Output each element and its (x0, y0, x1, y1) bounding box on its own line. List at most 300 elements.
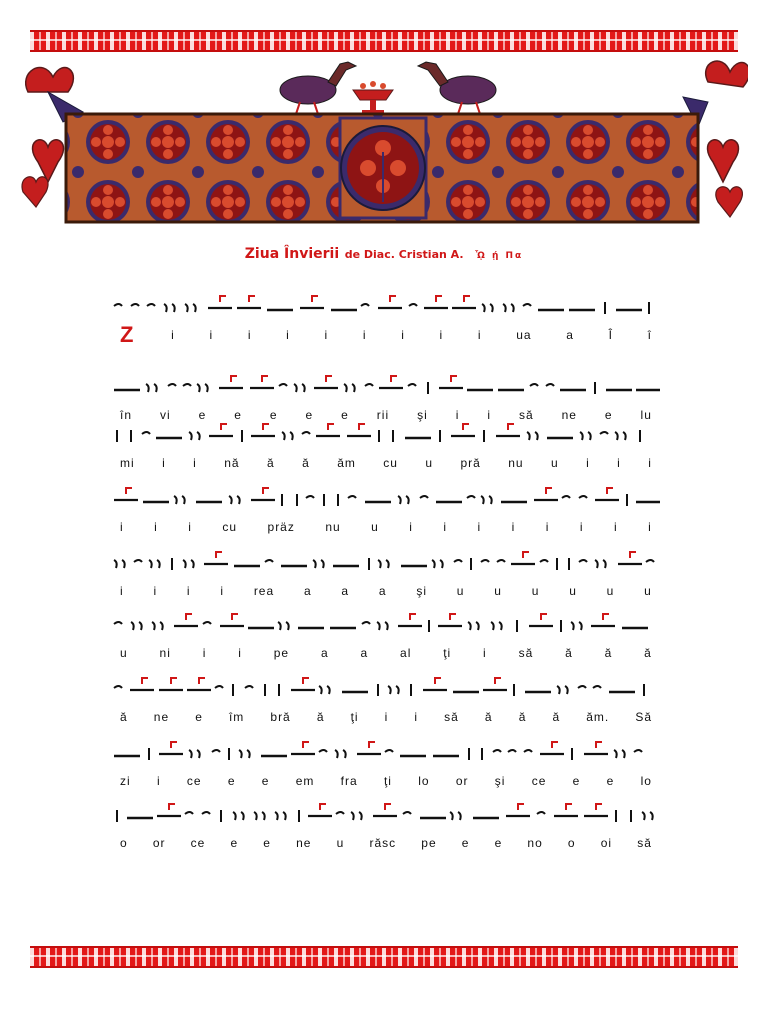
author: de Diac. Cristian A. (344, 248, 464, 261)
lyric-syllable: vi (159, 408, 171, 422)
drop-initial: Z (120, 322, 135, 347)
lyric-syllable: i (186, 584, 191, 598)
neume-glyph (409, 304, 417, 306)
neume-glyph (554, 804, 578, 816)
lyric-syllable: i (401, 328, 405, 342)
lyric-syllable: e (263, 836, 271, 850)
neume-glyph (452, 296, 476, 308)
lyric-syllable: i (193, 456, 197, 470)
lyric-syllable: e (341, 408, 349, 422)
lyric-syllable: oi (600, 836, 613, 850)
neume-row (108, 798, 660, 832)
neume-glyph (114, 622, 122, 624)
lyric-syllable: i (247, 328, 252, 342)
neume-glyph (152, 622, 163, 630)
lyric-syllable: a (378, 584, 387, 598)
neume-glyph (134, 560, 142, 562)
neume-glyph (251, 488, 275, 500)
neume-glyph (481, 496, 492, 504)
neume-glyph (614, 750, 625, 758)
neume-glyph (506, 804, 530, 816)
lyric-syllable: i (153, 584, 158, 598)
lyric-syllable: or (455, 774, 469, 788)
lyric-syllable: a (320, 646, 329, 660)
lyric-row (108, 582, 660, 600)
neume-glyph (142, 432, 150, 434)
lyric-syllable: e (227, 774, 236, 788)
neume-row (108, 418, 660, 452)
lyric-syllable: să (637, 836, 652, 850)
neume-glyph (114, 560, 125, 568)
neume-glyph (319, 750, 327, 752)
neume-glyph (493, 750, 501, 752)
neume-glyph (584, 742, 608, 754)
neume-glyph (114, 304, 122, 306)
neume-glyph (378, 296, 402, 308)
neume-glyph (595, 560, 606, 568)
lyric-syllable: i (614, 520, 618, 534)
neume-glyph (540, 560, 548, 562)
neume-row (108, 672, 660, 706)
neume-glyph (593, 686, 601, 688)
lyric-syllable: şi (416, 584, 428, 598)
neume-glyph (527, 432, 538, 440)
neume-glyph (534, 488, 558, 500)
neume-glyph (537, 812, 545, 814)
lyric-row (108, 644, 660, 662)
lyric-syllable: i (162, 456, 166, 470)
neume-glyph (208, 296, 232, 308)
neume-glyph (524, 750, 532, 752)
lyric-syllable: nu (325, 520, 341, 534)
lyric-syllable: pră (460, 456, 481, 470)
lyric-syllable: rii (376, 408, 390, 422)
neume-glyph (300, 296, 324, 308)
neume-glyph (146, 384, 157, 392)
neume-glyph (454, 560, 462, 562)
neume-glyph (187, 678, 211, 690)
neume-glyph (159, 742, 183, 754)
neume-glyph (508, 750, 516, 752)
lyric-row (108, 322, 660, 347)
neume-glyph (451, 424, 475, 436)
neume-glyph (571, 622, 582, 630)
lyric-syllable: i (443, 520, 448, 534)
neume-glyph (600, 432, 608, 434)
lyric-syllable: ce (190, 836, 206, 850)
neume-glyph (131, 622, 142, 630)
lyric-syllable: u (456, 584, 465, 598)
chant-line (108, 482, 660, 542)
lyric-syllable: ţi (383, 774, 392, 788)
chant-line (108, 418, 660, 478)
lyric-syllable: în (120, 408, 133, 422)
lyric-syllable: ăm. (586, 710, 610, 724)
lyric-syllable: ce (186, 774, 202, 788)
lyric-syllable: ne (561, 408, 577, 422)
neume-glyph (189, 750, 200, 758)
neume-glyph (408, 384, 416, 386)
lyric-syllable: e (461, 836, 470, 850)
neume-glyph (149, 560, 160, 568)
neume-glyph (634, 750, 642, 752)
lyric-syllable: nu (508, 456, 524, 470)
lyric-syllable: pe (421, 836, 437, 850)
lyric-syllable: i (477, 328, 482, 342)
neume-glyph (197, 384, 208, 392)
lyric-syllable: ăm (337, 456, 356, 470)
lyric-syllable: e (230, 836, 239, 850)
neume-glyph (450, 812, 461, 820)
lyric-syllable: i (414, 710, 419, 724)
title: Ziua Învierii (244, 246, 340, 262)
neume-glyph (114, 686, 122, 688)
neume-glyph (147, 304, 155, 306)
neume-glyph (388, 686, 399, 694)
lyric-syllable: rea (253, 584, 275, 598)
neume-glyph (291, 678, 315, 690)
lyric-syllable: u (336, 836, 345, 850)
neume-glyph (423, 678, 447, 690)
neume-glyph (130, 678, 154, 690)
lyric-syllable: i (483, 646, 487, 660)
neume-glyph (491, 622, 502, 630)
neume-row (108, 608, 660, 642)
neume-glyph (618, 552, 642, 564)
neume-glyph (251, 424, 275, 436)
neume-glyph (313, 560, 324, 568)
lyric-syllable: e (305, 408, 314, 422)
neume-glyph (584, 804, 608, 816)
lyric-syllable: ă (552, 710, 561, 724)
neume-glyph (185, 812, 193, 814)
neume-glyph (467, 496, 475, 498)
neume-row (108, 546, 660, 580)
neume-glyph (398, 496, 409, 504)
lyric-syllable: să (444, 710, 459, 724)
lyric-syllable: să (518, 408, 534, 422)
lyric-syllable: îm (228, 710, 245, 724)
lyric-syllable: ce (531, 774, 547, 788)
lyric-syllable: u (569, 584, 577, 598)
lyric-syllable: ă (604, 646, 613, 660)
lyric-syllable: i (648, 456, 652, 470)
bird-icon (280, 62, 356, 114)
neume-glyph (377, 622, 388, 630)
neume-glyph (131, 304, 139, 306)
neume-glyph (220, 614, 244, 626)
lyric-syllable: i (120, 520, 124, 534)
neume-glyph (204, 552, 228, 564)
lyric-syllable: şi (417, 408, 428, 422)
neume-glyph (503, 304, 514, 312)
lyric-syllable: em (295, 774, 315, 788)
chant-line (108, 736, 660, 796)
lyric-syllable: a (566, 328, 574, 342)
neume-glyph (157, 804, 181, 816)
lyric-syllable: lu (640, 408, 652, 422)
lyric-syllable: bră (270, 710, 291, 724)
lyric-syllable: lo (418, 774, 430, 788)
neume-glyph (497, 560, 505, 562)
lyric-syllable: fra (340, 774, 358, 788)
neume-glyph (291, 742, 315, 754)
lyric-syllable: ne (296, 836, 312, 850)
neume-glyph (237, 296, 261, 308)
neume-glyph (183, 560, 194, 568)
neume-glyph (579, 560, 587, 562)
neume-glyph (335, 750, 346, 758)
neume-glyph (254, 812, 265, 820)
lyric-syllable: ă (302, 456, 310, 470)
lyric-syllable: no (527, 836, 543, 850)
chant-line (108, 546, 660, 606)
lyric-syllable: e (606, 774, 615, 788)
neume-glyph (314, 376, 338, 388)
lyric-syllable: e (198, 408, 207, 422)
neume-glyph (282, 432, 293, 440)
lyric-syllable: u (120, 646, 128, 660)
lyric-syllable: nă (224, 456, 240, 470)
neume-glyph (351, 812, 362, 820)
lyric-syllable: ni (159, 646, 171, 660)
illuminated-headpiece (18, 52, 748, 237)
lyric-syllable: ă (316, 710, 325, 724)
neume-glyph (496, 424, 520, 436)
neume-glyph (595, 488, 619, 500)
neume-glyph (319, 686, 330, 694)
neume-glyph (579, 496, 587, 498)
neume-glyph (591, 614, 615, 626)
lyric-syllable: al (400, 646, 412, 660)
lyric-syllable: i (586, 456, 590, 470)
neume-glyph (336, 812, 344, 814)
chant-line (108, 672, 660, 732)
neume-glyph (378, 560, 389, 568)
lyric-syllable: i (439, 328, 444, 342)
lyric-syllable: i (579, 520, 584, 534)
top-ornamental-border (30, 30, 738, 52)
lyric-row (108, 834, 660, 852)
neume-glyph (164, 304, 175, 312)
neume-glyph (365, 384, 373, 386)
lyric-syllable: ă (484, 710, 493, 724)
lyric-syllable: i (286, 328, 290, 342)
neume-glyph (540, 742, 564, 754)
lyric-syllable: i (209, 328, 214, 342)
neume-row (108, 736, 660, 770)
lyric-syllable: i (156, 774, 161, 788)
neume-glyph (348, 496, 356, 498)
neume-glyph (379, 376, 403, 388)
lyric-row (108, 708, 660, 726)
lyric-syllable: şi (494, 774, 506, 788)
neume-glyph (615, 432, 626, 440)
lyric-syllable: cu (222, 520, 238, 534)
neume-glyph (316, 424, 340, 436)
bottom-ornamental-border (30, 946, 738, 968)
neume-glyph (562, 496, 570, 498)
lyric-syllable: ă (565, 646, 573, 660)
neume-glyph (189, 432, 200, 440)
neume-glyph (546, 384, 554, 386)
lyric-syllable: i (617, 456, 621, 470)
neume-glyph (239, 750, 250, 758)
lyric-syllable: u (531, 584, 540, 598)
neume-glyph (185, 304, 196, 312)
neume-glyph (245, 686, 253, 688)
lyric-syllable: e (234, 408, 242, 422)
lyric-syllable: ţi (443, 646, 452, 660)
lyric-syllable: u (371, 520, 379, 534)
lyric-syllable: o (120, 836, 128, 850)
neume-glyph (209, 424, 233, 436)
lyric-syllable: mi (120, 456, 135, 470)
neume-glyph (530, 384, 538, 386)
lyric-syllable: a (303, 584, 312, 598)
neume-glyph (308, 804, 332, 816)
neume-glyph (511, 552, 535, 564)
lyric-syllable: i (362, 328, 367, 342)
neume-glyph (275, 812, 286, 820)
neume-glyph (483, 678, 507, 690)
lyric-row (108, 518, 660, 536)
neume-glyph (265, 560, 273, 562)
lyric-syllable: e (261, 774, 270, 788)
neume-glyph (357, 742, 381, 754)
lyric-syllable: i (220, 584, 225, 598)
neume-glyph (523, 304, 531, 306)
neume-glyph (482, 304, 493, 312)
neume-glyph (420, 496, 428, 498)
lyric-syllable: i (455, 408, 460, 422)
lyric-syllable: zi (120, 774, 131, 788)
neume-glyph (529, 614, 553, 626)
neume-glyph (580, 432, 591, 440)
bird-icon (418, 62, 496, 114)
lyric-syllable: ă (644, 646, 652, 660)
lyric-syllable: e (269, 408, 278, 422)
lyric-syllable: u (606, 584, 615, 598)
nest-bowl-icon (353, 81, 393, 114)
neume-glyph (202, 812, 210, 814)
neume-glyph (424, 296, 448, 308)
neume-glyph (578, 686, 586, 688)
lyric-syllable: i (154, 520, 158, 534)
lyric-syllable: i (477, 520, 482, 534)
neume-glyph (219, 376, 243, 388)
lyric-syllable: cu (383, 456, 398, 470)
neume-glyph (344, 384, 355, 392)
neume-glyph (385, 750, 393, 752)
chant-title (0, 243, 768, 262)
neume-glyph (302, 432, 310, 434)
lyric-syllable: i (238, 646, 242, 660)
lyric-syllable: u (425, 456, 434, 470)
chant-line (108, 290, 660, 350)
neume-glyph (646, 560, 654, 562)
lyric-syllable: i (511, 520, 516, 534)
neume-glyph (438, 614, 462, 626)
lyric-syllable: să (518, 646, 534, 660)
lyric-syllable: i (384, 710, 389, 724)
lyric-row (108, 772, 660, 790)
neume-glyph (233, 812, 244, 820)
lyric-syllable: e (572, 774, 581, 788)
lyric-row (108, 454, 660, 472)
neume-glyph (557, 686, 568, 694)
neume-glyph (362, 622, 370, 624)
neume-glyph (432, 560, 443, 568)
mode-signature: ᾯ ῄ Πα (475, 251, 524, 261)
lyric-syllable: ne (153, 710, 170, 724)
lyric-syllable: u (550, 456, 559, 470)
neume-glyph (403, 812, 411, 814)
neume-glyph (279, 384, 287, 386)
lyric-syllable: i (171, 328, 175, 342)
lyric-syllable: răsc (369, 836, 397, 850)
neume-glyph (481, 560, 489, 562)
lyric-syllable: i (487, 408, 491, 422)
neume-glyph (398, 614, 422, 626)
lyric-syllable: Î (608, 328, 613, 342)
neume-glyph (306, 496, 314, 498)
lyric-syllable: lo (640, 774, 652, 788)
lyric-syllable: i (188, 520, 192, 534)
neume-glyph (183, 384, 191, 386)
neume-glyph (294, 384, 305, 392)
lyric-syllable: a (360, 646, 369, 660)
lyric-syllable: Să (635, 710, 652, 724)
lyric-syllable: ă (267, 456, 275, 470)
neume-glyph (212, 750, 220, 752)
neume-glyph (168, 384, 176, 386)
neume-glyph (159, 678, 183, 690)
chant-line (108, 608, 660, 668)
lyric-syllable: präz (267, 520, 295, 534)
lyric-syllable: u (494, 584, 502, 598)
lyric-syllable: i (120, 584, 124, 598)
neume-glyph (215, 686, 223, 688)
neume-row (108, 290, 660, 324)
lyric-syllable: e (604, 408, 613, 422)
lyric-syllable: ă (518, 710, 527, 724)
neume-glyph (347, 424, 371, 436)
neume-glyph (114, 488, 138, 500)
lyric-syllable: a (341, 584, 350, 598)
lyric-syllable: u (644, 584, 652, 598)
lyric-syllable: i (545, 520, 550, 534)
lyric-syllable: ţi (350, 710, 359, 724)
neume-glyph (439, 376, 463, 388)
lyric-syllable: e (195, 710, 203, 724)
neume-glyph (373, 804, 397, 816)
neume-row (108, 370, 660, 404)
lyric-syllable: o (567, 836, 576, 850)
neume-glyph (229, 496, 240, 504)
lyric-syllable: or (152, 836, 166, 850)
lyric-syllable: î (647, 328, 652, 342)
neume-glyph (174, 496, 185, 504)
lyric-syllable: e (494, 836, 503, 850)
lyric-syllable: pe (273, 646, 290, 660)
neume-row (108, 482, 660, 516)
neume-glyph (174, 614, 198, 626)
neume-glyph (468, 622, 479, 630)
lyric-syllable: ua (516, 328, 532, 342)
chant-line (108, 798, 660, 858)
lyric-syllable: i (648, 520, 652, 534)
